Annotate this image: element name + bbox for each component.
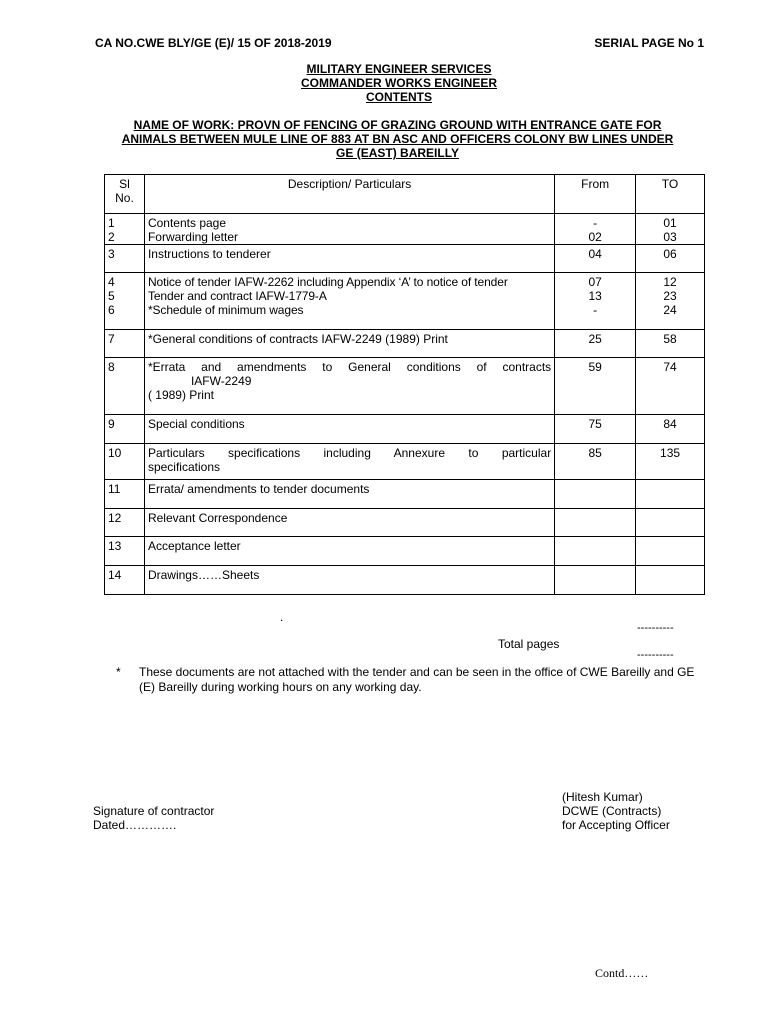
total-dashes-bottom: ----------	[637, 649, 674, 661]
total-pages-label: Total pages	[498, 637, 560, 651]
to-cell: 84	[636, 415, 705, 444]
sl-cell: 12	[105, 509, 145, 537]
to-cell	[636, 509, 705, 537]
from-cell	[555, 273, 636, 330]
sl-cell: 14	[105, 566, 145, 595]
note-text: These documents are not attached with the tender and can be seen in the office of CWE Bareilly and GE (E) Bareilly during working hours on any working day.	[139, 665, 695, 694]
title-contents: CONTENTS	[366, 90, 432, 104]
table-row	[105, 214, 705, 245]
table-row	[105, 273, 705, 330]
from-cell: 85	[555, 444, 636, 480]
from-page: -	[593, 303, 598, 317]
stray-dot: .	[280, 610, 284, 624]
contractor-signature-label: Signature of contractor	[93, 804, 215, 818]
from-cell	[555, 214, 636, 245]
sl-number: 4	[108, 275, 115, 289]
header-sl-no	[105, 175, 145, 214]
officer-name: (Hitesh Kumar)	[562, 790, 643, 804]
from-cell	[555, 537, 636, 566]
from-cell: 04	[555, 245, 636, 273]
to-cell	[636, 566, 705, 595]
description-cell: Special conditions	[144, 415, 554, 444]
sl-number: 6	[108, 303, 115, 317]
table-row	[105, 330, 705, 358]
from-cell	[555, 480, 636, 509]
sl-cell: 10	[105, 444, 145, 480]
document-titles	[60, 62, 738, 104]
from-cell	[555, 566, 636, 595]
to-page: 01	[663, 216, 677, 230]
dated-label: Dated………….	[93, 818, 177, 832]
to-cell	[636, 480, 705, 509]
title-military-engineer-services: MILITARY ENGINEER SERVICES	[306, 62, 492, 76]
description-text: Forwarding letter	[147, 230, 238, 244]
sl-number: 5	[108, 289, 115, 303]
description-text: ( 1989) Print	[147, 388, 214, 402]
description-text: Contents page	[147, 216, 227, 230]
sl-cell: 8	[105, 358, 145, 415]
table-row	[105, 566, 705, 595]
sl-cell: 7	[105, 330, 145, 358]
name-of-work-line: GE (EAST) BAREILLY	[336, 146, 459, 160]
to-cell: 135	[636, 444, 705, 480]
contractor-signature-block	[93, 804, 214, 832]
serial-page-number: SERIAL PAGE No 1	[594, 36, 704, 50]
contract-number: CA NO.CWE BLY/GE (E)/ 15 OF 2018-2019	[95, 36, 332, 50]
from-page: -	[593, 216, 598, 230]
sl-cell: 13	[105, 537, 145, 566]
table-row	[105, 537, 705, 566]
to-page: 24	[663, 303, 677, 317]
from-cell	[555, 509, 636, 537]
description-cell	[144, 214, 554, 245]
from-page: 13	[588, 289, 602, 303]
name-of-work	[95, 118, 700, 160]
to-page: 03	[663, 230, 677, 244]
officer-designation: DCWE (Contracts)	[562, 804, 662, 818]
description-text: *Errata and amendments to General conditions of contracts	[147, 360, 552, 374]
sl-cell: 11	[105, 480, 145, 509]
note-asterisk: *	[116, 665, 121, 679]
header-from: From	[555, 175, 636, 214]
description-cell: Errata/ amendments to tender documents	[144, 480, 554, 509]
description-cell: Drawings……Sheets	[144, 566, 554, 595]
description-cell	[144, 358, 554, 415]
total-dashes-top: ----------	[637, 622, 674, 634]
header-description: Description/ Particulars	[144, 175, 554, 214]
table-row	[105, 480, 705, 509]
description-text: Notice of tender IAFW-2262 including Appendix ‘A’ to notice of tender	[147, 275, 508, 289]
to-cell	[636, 537, 705, 566]
table-row	[105, 358, 705, 415]
name-of-work-line: NAME OF WORK: PROVN OF FENCING OF GRAZING GROUND WITH ENTRANCE GATE FOR	[133, 118, 662, 132]
description-text: IAFW-2249	[190, 374, 252, 388]
header-no-label: No.	[115, 191, 134, 205]
description-cell	[144, 444, 554, 480]
accepting-officer-block	[562, 790, 670, 832]
table-row	[105, 509, 705, 537]
description-text: Tender and contract IAFW-1779-A	[147, 289, 327, 303]
to-cell: 74	[636, 358, 705, 415]
sl-cell: 3	[105, 245, 145, 273]
description-cell: Instructions to tenderer	[144, 245, 554, 273]
sl-cell	[105, 214, 145, 245]
name-of-work-line: ANIMALS BETWEEN MULE LINE OF 883 AT BN ASC AND OFFICERS COLONY BW LINES UNDER	[121, 132, 674, 146]
sl-cell	[105, 273, 145, 330]
description-text: specifications	[147, 460, 220, 474]
to-cell	[636, 214, 705, 245]
description-cell: *General conditions of contracts IAFW-2249 (1989) Print	[144, 330, 554, 358]
continued-note: Contd……	[595, 966, 649, 980]
to-page: 12	[663, 275, 677, 289]
description-cell	[144, 273, 554, 330]
contents-table	[104, 174, 705, 595]
description-cell: Acceptance letter	[144, 537, 554, 566]
from-cell: 75	[555, 415, 636, 444]
to-page: 23	[663, 289, 677, 303]
officer-role: for Accepting Officer	[562, 818, 670, 832]
sl-number: 2	[108, 230, 115, 244]
sl-number: 1	[108, 216, 115, 230]
header-to: TO	[636, 175, 705, 214]
to-cell: 58	[636, 330, 705, 358]
header-sl-label: Sl	[119, 177, 130, 191]
to-cell: 06	[636, 245, 705, 273]
sl-cell: 9	[105, 415, 145, 444]
from-cell: 25	[555, 330, 636, 358]
description-text: Particulars specifications including Annexure to particular	[147, 446, 552, 460]
description-text: *Schedule of minimum wages	[147, 303, 304, 317]
table-row	[105, 444, 705, 480]
from-page: 02	[588, 230, 602, 244]
table-header-row	[105, 175, 705, 214]
description-cell: Relevant Correspondence	[144, 509, 554, 537]
table-row	[105, 415, 705, 444]
to-cell	[636, 273, 705, 330]
table-row	[105, 245, 705, 273]
from-cell: 59	[555, 358, 636, 415]
from-page: 07	[588, 275, 602, 289]
title-commander-works-engineer: COMMANDER WORKS ENGINEER	[300, 76, 497, 90]
